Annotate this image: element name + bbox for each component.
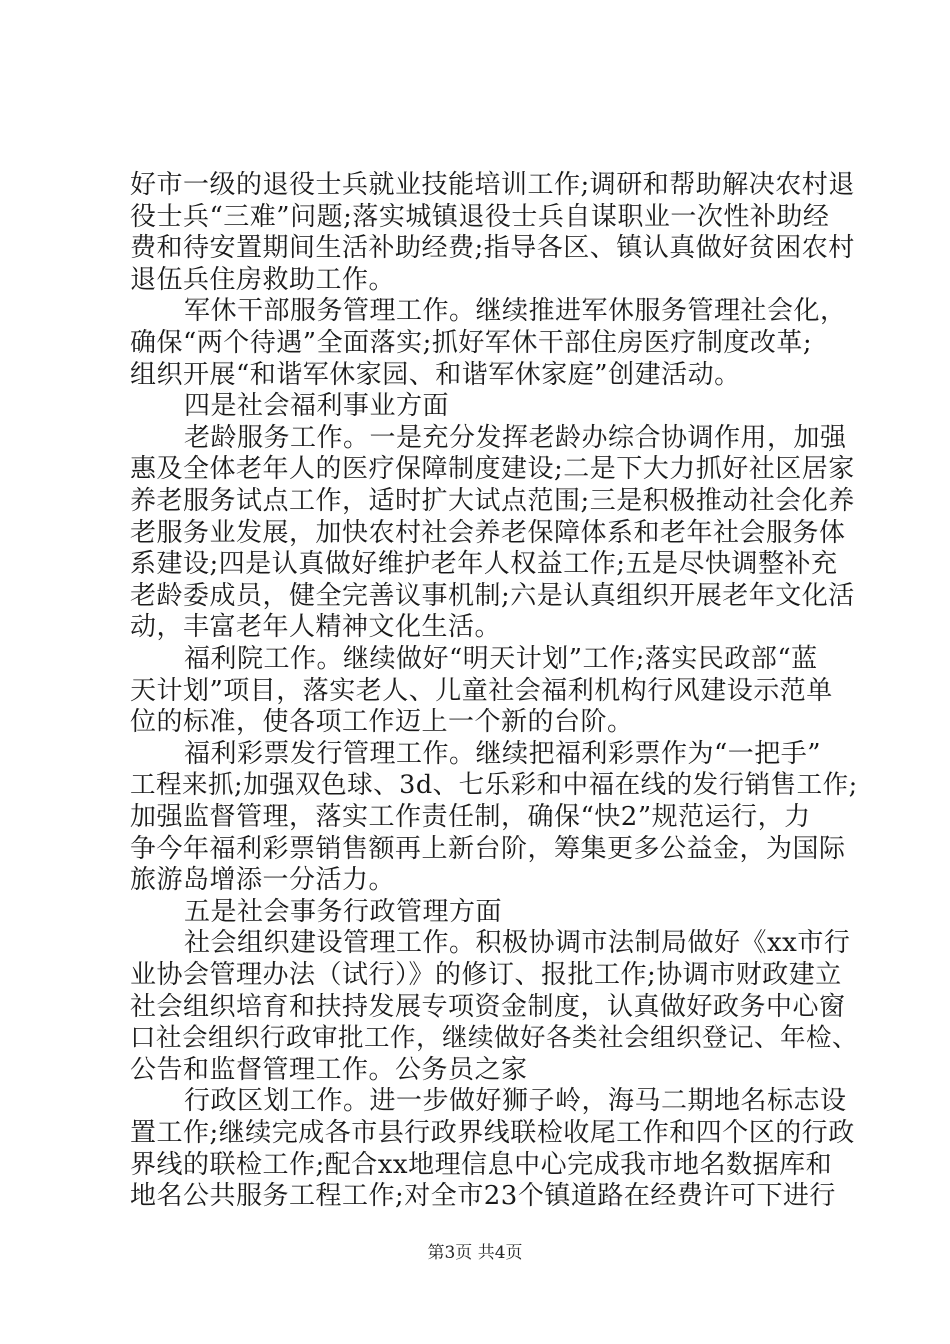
text-line: 社会组织培育和扶持发展专项资金制度，认真做好政务中心窗 [130, 992, 846, 1022]
text-line: 加强监督管理，落实工作责任制，确保“快2”规范运行，力 [130, 802, 811, 832]
text-line: 界线的联检工作;配合xx地理信息中心完成我市地名数据库和 [130, 1150, 833, 1180]
text-line: 置工作;继续完成各市县行政界线联检收尾工作和四个区的行政 [130, 1118, 855, 1148]
text-line: 口社会组织行政审批工作，继续做好各类社会组织登记、年检、 [130, 1023, 859, 1053]
text-line: 工程来抓;加强双色球、3d、七乐彩和中福在线的发行销售工作; [130, 770, 858, 800]
text-line: 公告和监督管理工作。公务员之家 [130, 1055, 528, 1085]
paragraph-start: 社会组织建设管理工作。积极协调市法制局做好《xx市行 [184, 928, 851, 958]
paragraph-start: 福利彩票发行管理工作。继续把福利彩票作为“一把手” [184, 739, 822, 769]
text-line: 天计划”项目，落实老人、儿童社会福利机构行风建设示范单 [130, 676, 833, 706]
text-line: 动，丰富老年人精神文化生活。 [130, 612, 502, 642]
text-line: 旅游岛增添一分活力。 [130, 865, 396, 895]
text-line: 好市一级的退役士兵就业技能培训工作;调研和帮助解决农村退 [130, 170, 855, 200]
text-line: 组织开展“和谐军休家园、和谐军休家庭”创建活动。 [130, 360, 741, 390]
text-line: 确保“两个待遇”全面落实;抓好军休干部住房医疗制度改革; [130, 328, 813, 358]
paragraph-start: 行政区划工作。进一步做好狮子岭，海马二期地名标志设 [184, 1086, 847, 1116]
text-line: 费和待安置期间生活补助经费;指导各区、镇认真做好贫困农村 [130, 233, 855, 263]
text-line: 位的标准，使各项工作迈上一个新的台阶。 [130, 707, 634, 737]
paragraph-start: 老龄服务工作。一是充分发挥老龄办综合协调作用，加强 [184, 423, 847, 453]
text-line: 养老服务试点工作，适时扩大试点范围;三是积极推动社会化养 [130, 486, 855, 516]
text-line: 老服务业发展，加快农村社会养老保障体系和老年社会服务体 [130, 518, 846, 548]
section-heading: 五是社会事务行政管理方面 [184, 897, 503, 927]
paragraph-start: 福利院工作。继续做好“明天计划”工作;落实民政部“蓝 [184, 644, 818, 674]
text-line: 老龄委成员，健全完善议事机制;六是认真组织开展老年文化活 [130, 581, 855, 611]
text-line: 业协会管理办法（试行）》的修订、报批工作;协调市财政建立 [130, 960, 842, 990]
text-line: 退伍兵住房救助工作。 [130, 265, 396, 295]
paragraph-start: 军休干部服务管理工作。继续推进军休服务管理社会化， [184, 296, 847, 326]
text-line: 惠及全体老年人的医疗保障制度建设;二是下大力抓好社区居家 [130, 454, 855, 484]
text-line: 争今年福利彩票销售额再上新台阶，筹集更多公益金，为国际 [130, 834, 846, 864]
text-line: 役士兵“三难”问题;落实城镇退役士兵自谋职业一次性补助经 [130, 202, 830, 232]
section-heading: 四是社会福利事业方面 [184, 391, 450, 421]
text-line: 地名公共服务工程工作;对全市23个镇道路在经费许可下进行 [130, 1181, 836, 1211]
text-line: 系建设;四是认真做好维护老年人权益工作;五是尽快调整补充 [130, 549, 838, 579]
page-footer: 第3页 共4页 [427, 1243, 523, 1263]
